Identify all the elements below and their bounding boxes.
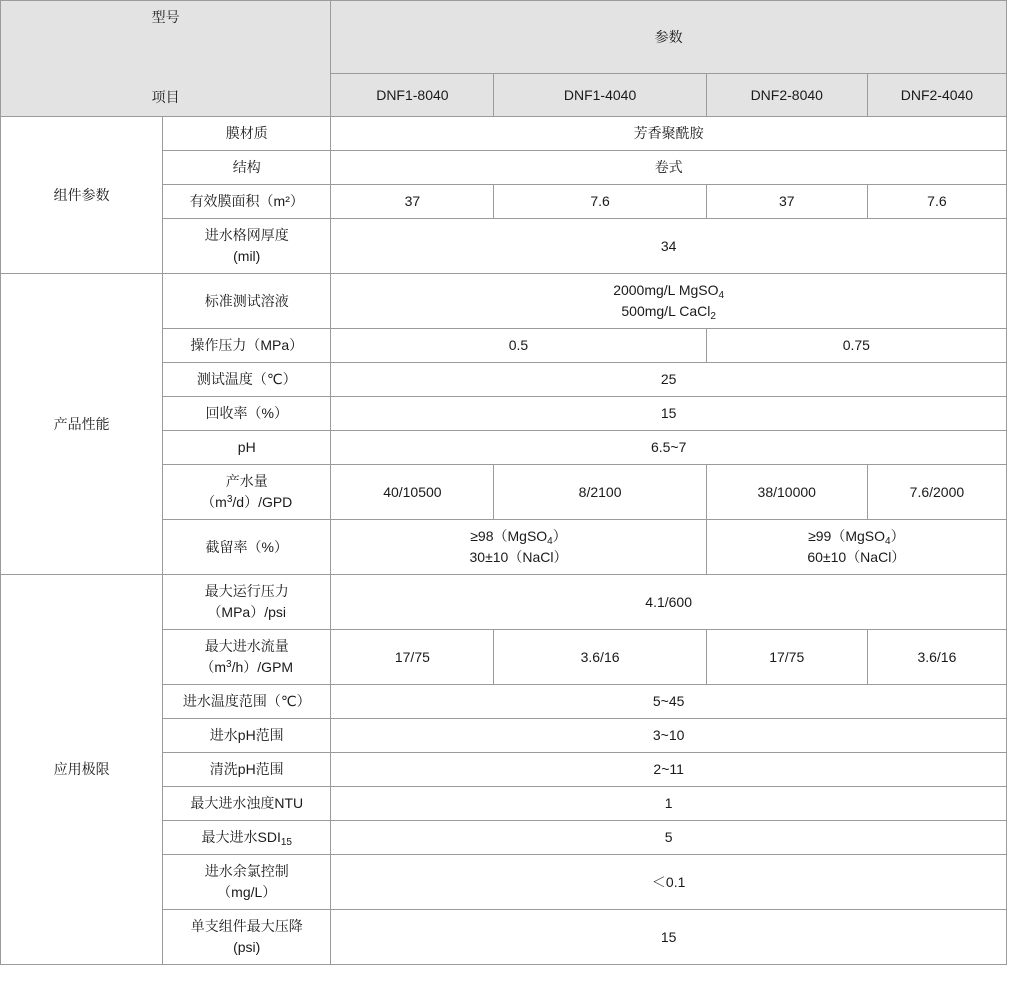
value-permeate-flow-dnf2-4040: 7.6/2000 [867,465,1006,520]
row-label-max-feed-sdi: 最大进水$SDI_{15}$ [163,821,331,855]
row-label-max-pressure-drop-line2: (psi) [233,939,261,955]
row-label-permeate-flow [163,465,331,520]
value-max-operating-pressure: 4.1/600 [331,575,1007,630]
value-permeate-flow-dnf1-4040: 8/2100 [494,465,706,520]
row-label-ph: pH [163,431,331,465]
row-label-cleaning-ph-range: 清洗pH范围 [163,753,331,787]
value-test-temperature: 25 [331,363,1007,397]
value-rejection-rate-dnf1-line1: ≥98（MgSO$_4$） [470,528,567,547]
value-cleaning-ph-range: 2~11 [331,753,1007,787]
row-label-residual-chlorine-line1: 进水余氯控制 [204,863,289,879]
value-max-feed-sdi: 5 [331,821,1007,855]
value-permeate-flow-dnf2-8040: 38/10000 [706,465,867,520]
group-label-product-performance: 产品性能 [1,274,163,575]
column-header-dnf1-4040: DNF1-4040 [494,74,706,117]
value-rejection-rate-dnf2-line1: ≥99（MgSO$_4$） [808,528,905,547]
row-label-rejection-rate: 截留率（%） [163,520,331,575]
row-label-feed-ph-range: 进水pH范围 [163,719,331,753]
value-feed-ph-range: 3~10 [331,719,1007,753]
row-label-max-feed-flow-line1: 最大进水流量 [204,638,289,654]
value-rejection-rate-dnf1 [331,520,706,575]
row-label-structure: 结构 [163,151,331,185]
row-label-max-feed-flow [163,630,331,685]
value-max-feed-turbidity: 1 [331,787,1007,821]
row-label-effective-area: 有效膜面积（m²） [163,185,331,219]
table-header-row-1 [1,1,1007,74]
row-label-max-feed-turbidity: 最大进水浊度NTU [163,787,331,821]
row-label-max-operating-pressure-line2: （MPa）/psi [207,604,287,620]
value-feed-spacer-thickness: 34 [331,219,1007,274]
value-rejection-rate-dnf2 [706,520,1006,575]
value-ph: 6.5~7 [331,431,1007,465]
value-max-feed-flow-dnf2-8040: 17/75 [706,630,867,685]
row-label-permeate-flow-line2: $(m^3/d)$/GPD [201,494,293,510]
value-standard-test-solution-line1: 2000mg/L MgSO$_4$ [613,282,725,301]
table-row [1,117,1007,151]
row-label-membrane-material: 膜材质 [163,117,331,151]
row-label-recovery-rate: 回收率（%） [163,397,331,431]
row-label-residual-chlorine [163,855,331,910]
value-permeate-flow-dnf1-8040: 40/10500 [331,465,494,520]
row-label-test-temperature: 测试温度（℃） [163,363,331,397]
row-label-max-operating-pressure [163,575,331,630]
column-header-dnf2-8040: DNF2-8040 [706,74,867,117]
table-row [1,274,1007,329]
value-max-feed-flow-dnf1-8040: 17/75 [331,630,494,685]
value-rejection-rate-dnf2-line2: 60±10（NaCl） [807,549,906,565]
value-max-feed-flow-dnf1-4040: 3.6/16 [494,630,706,685]
value-effective-area-dnf1-8040: 37 [331,185,494,219]
group-label-component-parameters: 组件参数 [1,117,163,274]
row-label-max-pressure-drop [163,910,331,965]
corner-model-label: 型号 [151,9,180,25]
row-label-permeate-flow-line1: 产水量 [225,473,268,489]
value-standard-test-solution [331,274,1007,329]
value-rejection-rate-dnf1-line2: 30±10（NaCl） [469,549,568,565]
row-label-standard-test-solution: 标准测试溶液 [163,274,331,329]
row-label-operating-pressure: 操作压力（MPa） [163,329,331,363]
value-feed-temperature-range: 5~45 [331,685,1007,719]
value-effective-area-dnf2-8040: 37 [706,185,867,219]
column-header-dnf1-8040: DNF1-8040 [331,74,494,117]
corner-header-cell [1,1,331,117]
value-operating-pressure-dnf1: 0.5 [331,329,706,363]
column-header-dnf2-4040: DNF2-4040 [867,74,1006,117]
parameter-header-cell: 参数 [331,1,1007,74]
value-structure: 卷式 [331,151,1007,185]
row-label-feed-temperature-range: 进水温度范围（℃） [163,685,331,719]
value-recovery-rate: 15 [331,397,1007,431]
row-label-feed-spacer-thickness [163,219,331,274]
row-label-feed-spacer-thickness-line2: (mil) [233,248,261,264]
corner-item-label: 项目 [151,89,180,105]
value-max-feed-flow-dnf2-4040: 3.6/16 [867,630,1006,685]
row-label-max-operating-pressure-line1: 最大运行压力 [204,583,289,599]
row-label-max-feed-flow-line2: $(m^3/h)$/GPM [200,659,294,675]
value-membrane-material: 芳香聚酰胺 [331,117,1007,151]
table-row [1,575,1007,630]
value-standard-test-solution-line2: 500mg/L CaCl$_2$ [621,303,716,322]
value-operating-pressure-dnf2: 0.75 [706,329,1006,363]
group-label-application-limits: 应用极限 [1,575,163,965]
value-max-pressure-drop: 15 [331,910,1007,965]
row-label-max-pressure-drop-line1: 单支组件最大压降 [190,918,303,934]
value-effective-area-dnf1-4040: 7.6 [494,185,706,219]
value-effective-area-dnf2-4040: 7.6 [867,185,1006,219]
row-label-residual-chlorine-line2: （mg/L） [217,884,277,900]
row-label-feed-spacer-thickness-line1: 进水格网厚度 [204,227,289,243]
value-residual-chlorine: ＜0.1 [331,855,1007,910]
